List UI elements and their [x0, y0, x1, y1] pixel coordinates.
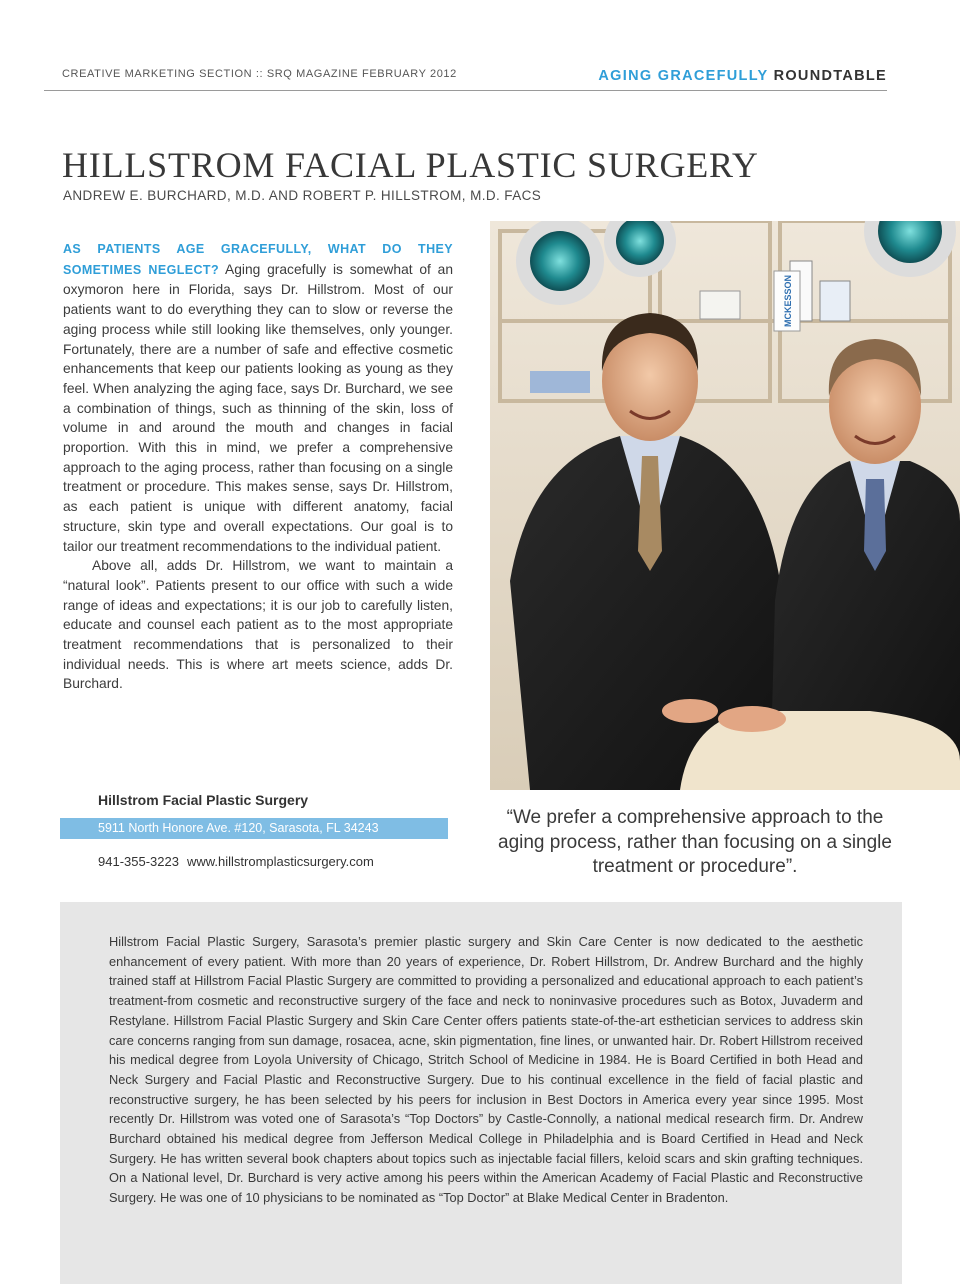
bio-text: Hillstrom Facial Plastic Surgery, Sarasota’s premier plastic surgery and Skin Care Center is now dedicated to the aesthetic enhancement of every patient. With more than 20 years of experience, Dr. Robert Hillstrom, Dr. Andrew Burchard and the highly trained staff at Hillstrom Facial Plastic Surgery are committed to providing a personalized and educational approach to each patient’s treatment-from cosmetic and reconstructive surgery of the face and neck to noninvasive procedures such as Botox, Juvaderm and Restylane. Hillstrom Facial Plastic Surgery and Skin Care Center offers patients state-of-the-art esthetician services to address skin care concerns ranging from sun damage, rosacea, acne, skin pigmentation, fine lines, or unwanted hair. Dr. Robert Hillstrom received his medical degree from Loyola University of Chicago, Stritch School of Medicine in 1984. He is Board Certified in both Head and Neck Surgery and Facial Plastic and Reconstructive Surgery. Due to his continual excellence in the field of facial plastic and reconstructive surgery, he has been selected by his peers for inclusion in Best Doctors in America every year since 1995. Most recently Dr. Hillstrom was voted one of Sarasota’s “Top Doctors” by Castle-Connolly, a national medical research firm. Dr. Andrew Burchard obtained his medical degree from Jefferson Medical College in Philadelphia and is Board Certified in Head and Neck Surgery. He has written several book chapters about topics such as injectable facial fillers, keloid scars and skin grafting techniques. On a National level, Dr. Burchard is very active among his peers within the American Academy of Facial Plastic and Reconstructive Surgery. He was one of 10 physicians to be nominated as “Top Doctor” at Blake Medical Center in Bradenton.: [109, 934, 863, 1206]
mckesson-box: [774, 271, 800, 331]
page-subtitle: ANDREW E. BURCHARD, M.D. AND ROBERT P. HILLSTROM, M.D. FACS: [63, 188, 542, 203]
contact-block: [60, 790, 452, 880]
contact-address: 5911 North Honore Ave. #120, Sarasota, FL 34243: [60, 818, 448, 839]
bio-panel: [60, 902, 902, 1284]
contact-phone: 941-355-3223: [98, 854, 179, 869]
contact-practice-name: Hillstrom Facial Plastic Surgery: [98, 792, 309, 808]
doctors-photo: [490, 221, 960, 790]
hand-left: [662, 699, 718, 723]
section-tag-dark: ROUNDTABLE: [773, 68, 887, 84]
contact-website: www.hillstromplasticsurgery.com: [186, 854, 374, 869]
hand-right: [718, 706, 786, 732]
page-title: HILLSTROM FACIAL PLASTIC SURGERY: [62, 145, 759, 185]
article-paragraph-2: Above all, adds Dr. Hillstrom, we want to maintain a “natural look”. Patients present to our office with such a wide range of ideas and expectations; it is our job to carefully listen, educate and counsel each patient as to the most appropriate treatment recommendations that is personalized to their individual needs. This is where art meets science, adds Dr. Burchard.: [63, 558, 453, 692]
section-tag: [598, 68, 887, 84]
article-paragraph-1: [63, 239, 453, 556]
article-body: [63, 239, 453, 694]
surgical-lamp-left: [530, 231, 590, 291]
pull-quote: “We prefer a comprehensive approach to the aging process, rather than focusing on a single treatment or procedure”.: [498, 807, 892, 877]
section-tag-accent: AGING GRACEFULLY: [598, 68, 769, 84]
article-question: AS PATIENTS AGE GRACEFULLY, WHAT DO THEY SOMETIMES NEGLECT?: [63, 242, 453, 277]
mckesson-label: MCKESSON: [783, 274, 793, 327]
header-divider: [44, 90, 887, 91]
article-paragraph-1-text: Aging gracefully is somewhat of an oxymoron here in Florida, says Dr. Hillstrom. Most of our patients want to do everything they can to slow or reverse the aging process while still looking like themselves, only younger. Fortunately, there are a number of safe and effective cosmetic enhancements that keep our patients looking as young as they feel. When analyzing the aging face, says Dr. Burchard, we see a combination of things, such as thinning of the skin, loss of volume in and around the mouth and changes in facial proportion. With this in mind, we prefer a comprehensive approach to the aging process, rather than focusing on a single treatment or procedure. This makes sense, says Dr. Hillstrom, as each patient is unique with different anatomy, facial structure, skin type and overall expectations. Our goal is to tailor our treatment recommendations to the individual patient.: [63, 261, 453, 554]
section-header: CREATIVE MARKETING SECTION :: SRQ MAGAZINE FEBRUARY 2012: [62, 68, 457, 80]
contact-phone-line: [98, 854, 374, 869]
